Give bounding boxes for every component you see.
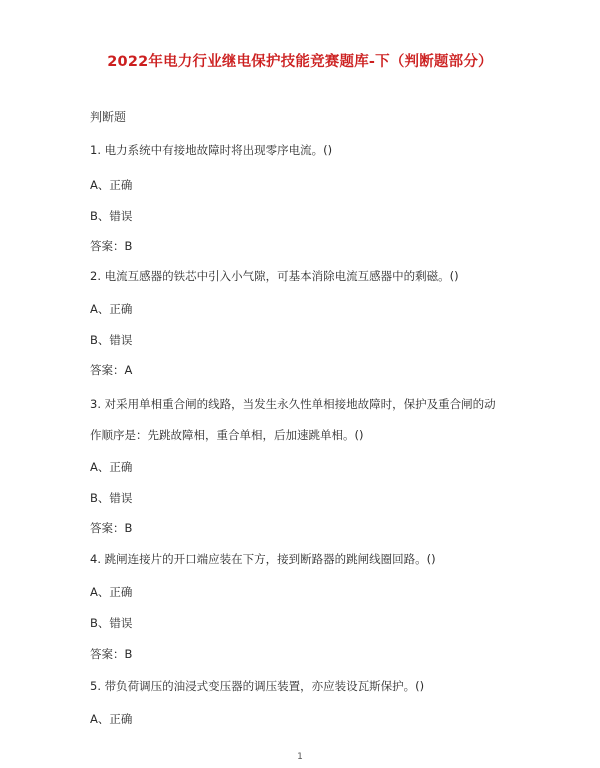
question-4-option-b: B、错误 <box>90 616 133 630</box>
question-5-text: 5. 带负荷调压的油浸式变压器的调压装置，亦应装设瓦斯保护。() <box>90 679 425 693</box>
question-5-option-a: A、正确 <box>90 712 133 726</box>
question-3-option-b: B、错误 <box>90 491 133 505</box>
question-1-text: 1. 电力系统中有接地故障时将出现零序电流。() <box>90 143 333 157</box>
question-1-answer: 答案：B <box>90 239 133 253</box>
page-number: 1 <box>297 752 303 762</box>
question-2-answer: 答案：A <box>90 363 133 377</box>
question-3-answer: 答案：B <box>90 521 133 535</box>
question-3-option-a: A、正确 <box>90 460 133 474</box>
document-title: 2022年电力行业继电保护技能竞赛题库-下（判断题部分） <box>107 54 493 70</box>
question-2-text: 2. 电流互感器的铁芯中引入小气隙，可基本消除电流互感器中的剩磁。() <box>90 269 459 283</box>
question-4-text: 4. 跳闸连接片的开口端应装在下方，接到断路器的跳闸线圈回路。() <box>90 552 436 566</box>
question-1-option-a: A、正确 <box>90 178 133 192</box>
section-heading: 判断题 <box>90 110 127 124</box>
question-3-text-line-1: 3. 对采用单相重合闸的线路，当发生永久性单相接地故障时，保护及重合闸的动 <box>90 397 496 411</box>
question-4-option-a: A、正确 <box>90 585 133 599</box>
question-3-text-line-2: 作顺序是：先跳故障相，重合单相，后加速跳单相。() <box>90 428 364 442</box>
question-4-answer: 答案：B <box>90 647 133 661</box>
question-2-option-a: A、正确 <box>90 302 133 316</box>
question-1-option-b: B、错误 <box>90 209 133 223</box>
question-2-option-b: B、错误 <box>90 333 133 347</box>
